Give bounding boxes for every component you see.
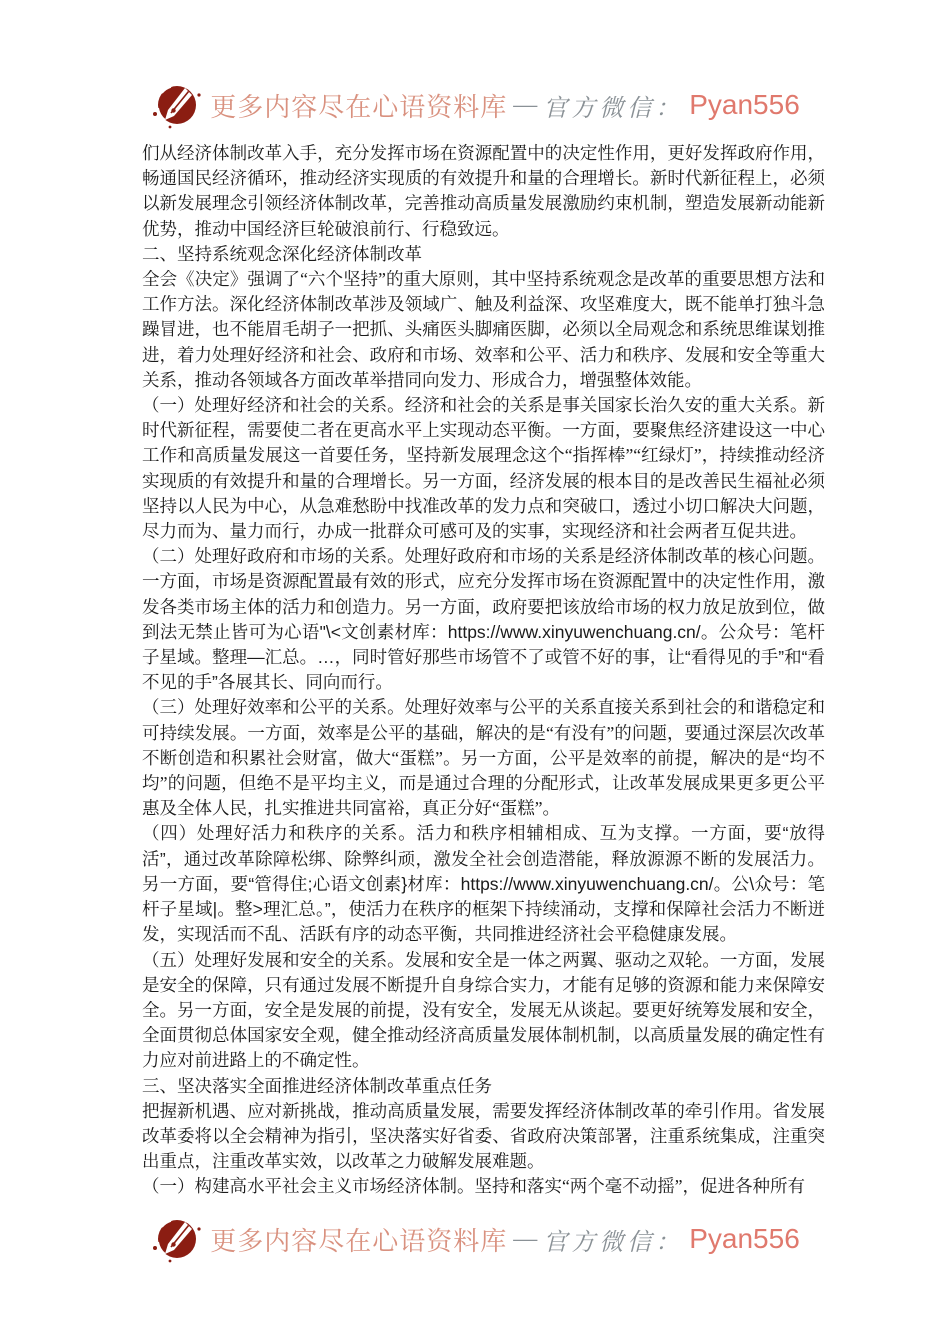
paragraph-economy-society: （一）处理好经济和社会的关系。经济和社会的关系是事关国家长治久安的重大关系。新时代新征程，需要使二者在更高水平上实现动态平衡。一方面，要聚焦经济建设这一中心工作和高质量发展这一首要任务，坚持新发展理念这个“指挥棒”“红绿灯”，持续推动经济实现质的有效提升和量的合理增长。另一方面，经济发展的根本目的是改善民生福祉必须坚持以人民为中心，从急难愁盼中找准改革的发力点和突破口，透过小切口解决大问题，尽力而为、量力而行，办成一批群众可感可及的实事，实现经济和社会两者互促共进。: [142, 395, 825, 542]
document-body: [142, 141, 825, 1200]
watermark-brand-text: 更多内容尽在心语资料库: [210, 92, 508, 122]
watermark-wechat-label: 官方微信：: [543, 1229, 684, 1256]
paragraph-intro-continuation: 们从经济体制改革入手，充分发挥市场在资源配置中的决定性作用，更好发挥政府作用，畅通国民经济循环，推动经济实现质的有效提升和量的合理增长。新时代新征程上，必须以新发展理念引领经济体制改革，完善推动高质量发展激励约束机制，塑造发展新动能新优势，推动中国经济巨轮破浪前行、行稳致远。: [142, 143, 825, 239]
watermark-dash: —: [513, 91, 538, 118]
paragraph-section2-overview: 全会《决定》强调了“六个坚持”的重大原则，其中坚持系统观念是改革的重要思想方法和工作方法。深化经济体制改革涉及领域广、触及利益深、攻坚难度大，既不能单打独斗急躁冒进，也不能眉毛胡子一把抓、头痛医头脚痛医脚，必须以全局观念和系统思维谋划推进，着力处理好经济和社会、政府和市场、效率和公平、活力和秩序、发展和安全等重大关系，推动各领域各方面改革举措同向发力、形成合力，增强整体效能。: [142, 269, 825, 390]
paragraph-tasks-overview: 把握新机遇、应对新挑战，推动高质量发展，需要发挥经济体制改革的牵引作用。省发展改革委将以全会精神为指引，坚决落实好省委、省政府决策部署，注重系统集成，注重突出重点，注重改革实效，以改革之力破解发展难题。: [142, 1100, 825, 1172]
heading-section-2: 二、坚持系统观念深化经济体制改革: [142, 243, 422, 264]
paragraph-development-security: （五）处理好发展和安全的关系。发展和安全是一体之两翼、驱动之双轮。一方面，发展是安全的保障，只有通过发展不断提升自身综合实力，才能有足够的资源和能力来保障安全。另一方面，安全是发展的前提，没有安全，发展无从谈起。要更好统筹发展和安全，全面贯彻总体国家安全观，健全推动经济高质量发展体制机制，以高质量发展的确定性有力应对前进路上的不确定性。: [142, 949, 825, 1071]
pen-nib-swirl-icon: [150, 1215, 204, 1263]
pen-nib-swirl-icon: [150, 81, 204, 129]
paragraph-efficiency-fairness: （三）处理好效率和公平的关系。处理好效率与公平的关系直接关系到社会的和谐稳定和可持续发展。一方面，效率是公平的基础，解决的是“有没有”的问题，要通过深层次改革不断创造和积累社会财富，做大“蛋糕”。另一方面，公平是效率的前提，解决的是“均不均”的问题，但绝不是平均主义，而是通过合理的分配形式，让改革发展成果更多更公平惠及全体人民，扎实推进共同富裕，真正分好“蛋糕”。: [142, 697, 825, 819]
watermark-dash: —: [513, 1225, 538, 1252]
footer-watermark: [0, 1214, 950, 1264]
header-watermark: [0, 80, 950, 130]
paragraph-vitality-order: （四）处理好活力和秩序的关系。活力和秩序相辅相成、互为支撑。一方面，要“放得活”，通过改革除障松绑、除弊纠顽，激发全社会创造潜能，释放源源不断的发展活力。另一方面，要“管得住;心语文创素}材库：https://www.xinyuwenchuang.cn/。公\众号：笔杆子星域|。整>理汇总。”，使活力在秩序的框架下持续涌动，支撑和保障社会活力不断迸发，实现活而不乱、活跃有序的动态平衡，共同推进经济社会平稳健康发展。: [142, 823, 825, 945]
paragraph-market-system-cutoff: （一）构建高水平社会主义市场经济体制。坚持和落实“两个毫不动摇”，促进各种所有: [142, 1176, 806, 1197]
watermark-brand-text: 更多内容尽在心语资料库: [210, 1226, 508, 1256]
watermark-wechat-id: Pyan556: [689, 1223, 800, 1254]
watermark-wechat-label: 官方微信：: [543, 95, 684, 122]
paragraph-government-market: （二）处理好政府和市场的关系。处理好政府和市场的关系是经济体制改革的核心问题。一方面，市场是资源配置最有效的形式，应充分发挥市场在资源配置中的决定性作用，激发各类市场主体的活力和创造力。另一方面，政府要把该放给市场的权力放足放到位，做到法无禁止皆可为心语"\<文创素材库：https://www.xinyuwenchuang.cn/。公众号：笔杆子星域。整理—汇总。…，同时管好那些市场管不了或管不好的事，让“看得见的手”和“看不见的手”各展其长、同向而行。: [142, 546, 825, 693]
heading-section-3: 三、坚决落实全面推进经济体制改革重点任务: [142, 1075, 492, 1096]
watermark-wechat-id: Pyan556: [689, 89, 800, 120]
